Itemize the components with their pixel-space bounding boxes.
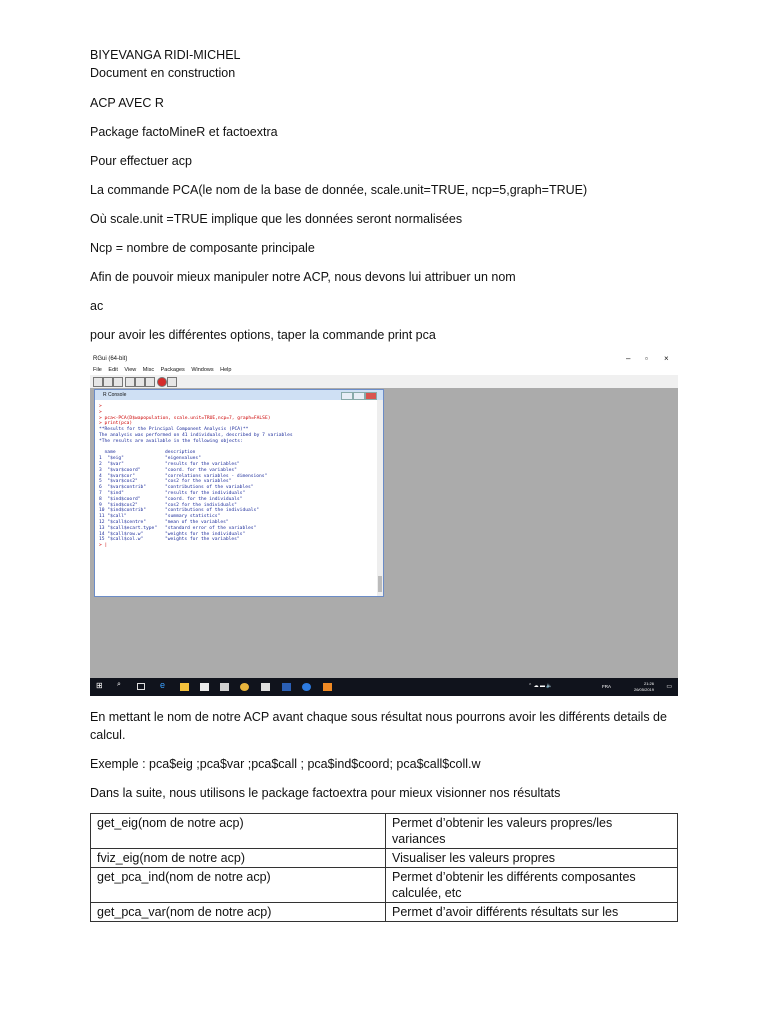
author-name: BIYEVANGA RIDI-MICHEL: [90, 48, 241, 62]
description-cell: Permet d’obtenir les valeurs propres/les variances: [386, 814, 678, 849]
menu-help[interactable]: Help: [220, 367, 232, 373]
example-line: Exemple : pca$eig ;pca$var ;pca$call ; pca$ind$coord; pca$call$coll.w: [90, 757, 481, 771]
output-row: 8 "$ind$coord" "coord. for the individuals": [99, 496, 243, 502]
stop-icon[interactable]: [157, 377, 167, 387]
print-command: > print(pca): [99, 421, 133, 427]
output-row: 7 "$ind" "results for the individuals": [99, 490, 246, 496]
output-line: *The results are available in the following objects:: [99, 438, 243, 444]
factoextra-functions-table: [90, 813, 678, 922]
menu-windows[interactable]: Windows: [191, 367, 214, 373]
app-grid-icon[interactable]: [261, 683, 270, 691]
output-row: 1 "$eig" "eigenvalues": [99, 456, 201, 462]
table-row: [91, 814, 678, 849]
table-row: [91, 903, 678, 922]
edge-icon[interactable]: e: [160, 680, 166, 690]
console-close-icon[interactable]: [365, 392, 377, 400]
menu-misc[interactable]: Misc: [142, 367, 155, 373]
print-icon[interactable]: [167, 377, 177, 387]
scrollbar-thumb[interactable]: [378, 576, 382, 592]
output-row: 2 "$var" "results for the variables": [99, 461, 240, 467]
menu-edit[interactable]: Edit: [108, 367, 118, 373]
output-row: 6 "$var$contrib" "contributions of the variables": [99, 485, 254, 491]
console-minimize-icon[interactable]: [341, 392, 353, 400]
word-icon[interactable]: [282, 683, 291, 691]
windows-start-icon[interactable]: ⊞: [96, 681, 103, 690]
copy-paste-icon[interactable]: [145, 377, 155, 387]
paste-icon[interactable]: [135, 377, 145, 387]
task-view-icon[interactable]: [137, 683, 145, 690]
rgui-screenshot: [90, 352, 678, 696]
rgui-window-title: RGui (64-bit): [93, 356, 128, 362]
intro-line: Pour effectuer acp: [90, 154, 192, 168]
restore-icon[interactable]: ▫: [645, 354, 648, 363]
output-row: 4 "$var$cor" "correlations variables - dimensions": [99, 473, 268, 479]
table-row: [91, 849, 678, 868]
explanation-line-1: En mettant le nom de notre ACP avant chaque sous résultat nous pourrons avoir les différents details de: [90, 710, 667, 724]
header-description: description: [165, 450, 196, 456]
output-row: 12 "$call$centre" "mean of the variables": [99, 519, 229, 525]
pca-command: > pca<-PCA(D$wapopulation, scale.unit=TRUE,ncp=7, graph=FALSE): [99, 415, 271, 421]
save-icon[interactable]: [113, 377, 123, 387]
document-status: Document en construction: [90, 66, 236, 80]
mail-icon[interactable]: [220, 683, 229, 691]
r-console-window[interactable]: [94, 389, 384, 597]
description-cell: Permet d’obtenir les différents composantes calculée, etc: [386, 868, 678, 903]
close-icon[interactable]: ×: [664, 354, 669, 363]
header-name: name: [99, 450, 116, 456]
function-cell: fviz_eig(nom de notre acp): [91, 849, 386, 868]
tray-clock[interactable]: 21:26 26/05/2019: [633, 681, 654, 692]
output-line: **Results for the Principal Component Analysis (PCA)**: [99, 427, 249, 433]
output-row: 15 "$call$col.w" "weights for the variables": [99, 537, 240, 543]
description-cell: Permet d’avoir différents résultats sur les: [386, 903, 678, 922]
output-row: 14 "$call$row.w" "weights for the individuals": [99, 531, 246, 537]
output-row: 11 "$call" "summary statistics": [99, 514, 221, 520]
explanation-line-2: calcul.: [90, 728, 126, 742]
chrome-icon[interactable]: [240, 683, 249, 691]
copy-icon[interactable]: [125, 377, 135, 387]
windows-taskbar: [90, 678, 678, 696]
menu-file[interactable]: File: [93, 367, 102, 373]
output-row: 9 "$ind$cos2" "cos2 for the individuals": [99, 502, 237, 508]
naming-note: Afin de pouvoir mieux manipuler notre ACP, nous devons lui attribuer un nom: [90, 270, 516, 284]
r-console-title: R Console: [103, 392, 127, 398]
store-icon[interactable]: [200, 683, 209, 691]
r-gui-taskbar-icon[interactable]: [302, 683, 311, 691]
section-heading: ACP AVEC R: [90, 96, 164, 110]
print-note: pour avoir les différentes options, taper la commande print pca: [90, 328, 436, 342]
r-console-output: [99, 404, 369, 549]
prompt-line: >: [99, 404, 102, 409]
description-cell: Visualiser les valeurs propres: [386, 849, 678, 868]
search-icon[interactable]: ⌕: [117, 681, 121, 688]
function-cell: get_pca_ind(nom de notre acp): [91, 868, 386, 903]
load-workspace-icon[interactable]: [103, 377, 113, 387]
ac-line: ac: [90, 299, 104, 313]
output-row: 3 "$var$coord" "coord. for the variables": [99, 467, 237, 473]
r-console-titlebar: [95, 390, 383, 400]
packages-line: Package factoMineR et factoextra: [90, 125, 278, 139]
scale-unit-note: Où scale.unit =TRUE implique que les données seront normalisées: [90, 212, 463, 226]
console-input-prompt[interactable]: > |: [99, 543, 108, 549]
app-icon[interactable]: [323, 683, 332, 691]
ncp-note: Ncp = nombre de composante principale: [90, 241, 315, 255]
rgui-toolbar: [90, 375, 678, 389]
minimize-icon[interactable]: –: [626, 354, 631, 363]
rgui-titlebar: [90, 352, 678, 366]
tray-language[interactable]: FRA: [602, 684, 611, 689]
output-row: 5 "$var$cos2" "cos2 for the variables": [99, 479, 232, 485]
function-cell: get_pca_var(nom de notre acp): [91, 903, 386, 922]
tray-icons[interactable]: ⌃ ☁ ▬ 🔈: [528, 683, 553, 689]
console-maximize-icon[interactable]: [353, 392, 365, 400]
output-row: 13 "$call$ecart.type" "standard error of the variables": [99, 525, 257, 531]
notification-icon[interactable]: ▭: [666, 684, 672, 690]
menu-packages[interactable]: Packages: [160, 367, 185, 373]
rgui-workspace: [90, 388, 678, 678]
table-row: [91, 868, 678, 903]
console-scrollbar[interactable]: [377, 400, 383, 596]
menu-view[interactable]: View: [124, 367, 137, 373]
output-line: The analysis was performed on 41 individuals, described by 7 variables: [99, 432, 293, 438]
factoextra-note: Dans la suite, nous utilisons le package factoextra pour mieux visionner nos résultats: [90, 786, 561, 800]
output-row: 10 "$ind$contrib" "contributions of the individuals": [99, 508, 260, 514]
open-script-icon[interactable]: [93, 377, 103, 387]
prompt-line: >: [99, 409, 102, 415]
rgui-menubar: [90, 366, 678, 375]
function-cell: get_eig(nom de notre acp): [91, 814, 386, 849]
pca-command-line: La commande PCA(le nom de la base de donnée, scale.unit=TRUE, ncp=5,graph=TRUE): [90, 183, 588, 197]
file-explorer-icon[interactable]: [180, 683, 189, 691]
